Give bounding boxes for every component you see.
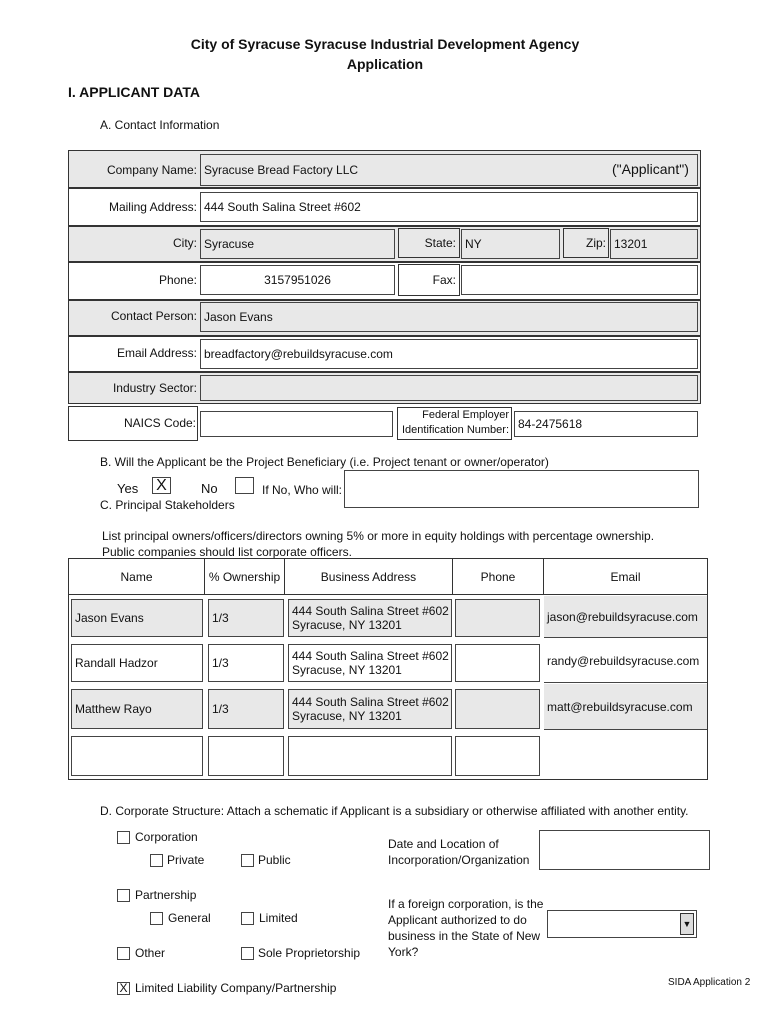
general-label: General — [168, 911, 211, 925]
row2-address-line1: 444 South Salina Street #602 — [292, 649, 449, 663]
row2-email[interactable]: randy@rebuildsyracuse.com — [544, 639, 707, 683]
col-header-address: Business Address — [285, 559, 453, 595]
naics-label: NAICS Code: — [123, 416, 196, 430]
stakeholders-note-1: List principal owners/officers/directors owning 5% or more in equity holdings with percentage ownership. — [102, 529, 655, 543]
foreign-question-line-4: York? — [388, 945, 419, 959]
private-checkbox[interactable] — [150, 854, 163, 867]
page-footer: SIDA Application 2 — [668, 977, 751, 988]
sole-proprietorship-checkbox[interactable] — [241, 947, 254, 960]
stakeholders-table — [68, 558, 708, 780]
row4-name[interactable] — [71, 736, 203, 776]
foreign-question-line-1: If a foreign corporation, is the — [388, 897, 544, 911]
corporation-label: Corporation — [135, 830, 198, 844]
row1-name[interactable]: Jason Evans — [71, 599, 203, 637]
date-location-field[interactable] — [539, 830, 710, 870]
row3-name[interactable]: Matthew Rayo — [71, 689, 203, 729]
company-name-value: Syracuse Bread Factory LLC — [204, 163, 359, 177]
applicant-tag: ("Applicant") — [612, 161, 689, 177]
row2-ownership[interactable]: 1/3 — [208, 644, 284, 682]
public-checkbox[interactable] — [241, 854, 254, 867]
row3-phone[interactable] — [455, 689, 540, 729]
date-location-label — [388, 836, 529, 868]
zip-label: Zip: — [585, 236, 606, 250]
industry-label: Industry Sector: — [112, 381, 197, 395]
row3-ownership[interactable]: 1/3 — [208, 689, 284, 729]
col-header-name: Name — [69, 559, 205, 595]
email-label: Email Address: — [116, 346, 197, 360]
mailing-field[interactable] — [200, 192, 698, 222]
email-field[interactable] — [200, 339, 698, 369]
general-checkbox[interactable] — [150, 912, 163, 925]
limited-checkbox[interactable] — [241, 912, 254, 925]
llc-checkbox[interactable] — [117, 982, 130, 995]
row1-address-line1: 444 South Salina Street #602 — [292, 604, 449, 618]
other-checkbox[interactable] — [117, 947, 130, 960]
phone-label: Phone: — [158, 273, 197, 287]
mailing-value: 444 South Salina Street #602 — [204, 200, 361, 214]
company-name-label: Company Name: — [106, 163, 197, 177]
col-header-email: Email — [544, 559, 707, 595]
contact-person-label: Contact Person: — [110, 309, 197, 323]
zip-field[interactable] — [610, 229, 698, 259]
who-label: If No, Who will: — [262, 483, 343, 497]
row4-ownership[interactable] — [208, 736, 284, 776]
fax-field[interactable] — [461, 265, 698, 295]
row4-email[interactable] — [544, 731, 707, 779]
row3-email[interactable]: matt@rebuildsyracuse.com — [544, 684, 707, 730]
industry-field[interactable] — [200, 375, 698, 401]
row1-address-line2: Syracuse, NY 13201 — [292, 618, 402, 632]
contact-person-field[interactable] — [200, 302, 698, 332]
row1-phone[interactable] — [455, 599, 540, 637]
llc-label: Limited Liability Company/Partnership — [135, 981, 337, 995]
yes-checkbox[interactable] — [152, 477, 171, 494]
section-heading: I. APPLICANT DATA — [68, 84, 200, 100]
state-value: NY — [465, 237, 482, 251]
row2-name[interactable]: Randall Hadzor — [71, 644, 203, 682]
fein-label-line-2: Identification Number: — [402, 424, 509, 436]
row2-address-line2: Syracuse, NY 13201 — [292, 663, 402, 677]
row3-address-line2: Syracuse, NY 13201 — [292, 709, 402, 723]
sole-proprietorship-label: Sole Proprietorship — [258, 946, 361, 960]
who-field[interactable] — [344, 470, 699, 508]
zip-value: 13201 — [614, 237, 648, 251]
phone-value: 3157951026 — [264, 273, 331, 287]
limited-label: Limited — [259, 911, 298, 925]
foreign-question-line-2: Applicant authorized to do — [388, 913, 527, 927]
beneficiary-question: B. Will the Applicant be the Project Beneficiary (i.e. Project tenant or owner/operator) — [100, 455, 549, 469]
date-location-label-line-2: Incorporation/Organization — [388, 853, 530, 867]
col-header-phone: Phone — [453, 559, 544, 595]
date-location-label-line-1: Date and Location of — [388, 837, 499, 851]
row4-phone[interactable] — [455, 736, 540, 776]
llc-check-mark: X — [119, 981, 128, 995]
fax-label: Fax: — [432, 273, 456, 287]
fein-value: 84-2475618 — [518, 417, 583, 431]
row2-phone[interactable] — [455, 644, 540, 682]
corporation-checkbox[interactable] — [117, 831, 130, 844]
row4-address[interactable] — [288, 736, 452, 776]
fein-label — [397, 408, 509, 438]
mailing-label: Mailing Address: — [108, 200, 197, 214]
phone-field[interactable] — [200, 265, 395, 295]
row1-email[interactable]: jason@rebuildsyracuse.com — [544, 596, 707, 638]
public-label: Public — [258, 853, 291, 867]
row1-ownership[interactable]: 1/3 — [208, 599, 284, 637]
row2-address[interactable] — [288, 644, 452, 682]
city-value: Syracuse — [204, 237, 255, 251]
chevron-down-icon[interactable]: ▼ — [680, 913, 694, 935]
no-label: No — [201, 481, 218, 496]
yes-label: Yes — [117, 481, 139, 496]
other-label: Other — [135, 946, 166, 960]
state-field[interactable] — [461, 229, 560, 259]
row3-address[interactable] — [288, 689, 452, 729]
foreign-question — [388, 896, 543, 960]
title-line-2: Application — [346, 56, 424, 72]
title-line-1: City of Syracuse Syracuse Industrial Development Agency — [190, 36, 580, 52]
partnership-label: Partnership — [135, 888, 197, 902]
fein-field[interactable] — [514, 411, 698, 437]
contact-subheading: A. Contact Information — [100, 118, 220, 132]
stakeholders-note-2: Public companies should list corporate officers. — [102, 545, 352, 559]
city-label: City: — [173, 236, 197, 250]
foreign-question-line-3: business in the State of New — [388, 929, 541, 943]
email-value: breadfactory@rebuildsyracuse.com — [204, 347, 393, 361]
contact-person-value: Jason Evans — [204, 310, 273, 324]
foreign-dropdown[interactable] — [547, 910, 697, 938]
partnership-checkbox[interactable] — [117, 889, 130, 902]
private-label: Private — [167, 853, 205, 867]
fein-label-line-1: Federal Employer — [422, 409, 509, 421]
col-header-ownership: % Ownership — [205, 559, 285, 595]
city-field[interactable] — [200, 229, 395, 259]
stakeholders-heading: C. Principal Stakeholders — [100, 498, 235, 512]
row1-address[interactable] — [288, 599, 452, 637]
no-checkbox[interactable] — [235, 477, 254, 494]
structure-heading: D. Corporate Structure: Attach a schematic if Applicant is a subsidiary or otherwise affiliated with another entity. — [100, 804, 689, 818]
naics-field[interactable] — [200, 411, 393, 437]
page-title — [0, 34, 770, 74]
state-label: State: — [424, 236, 456, 250]
row3-address-line1: 444 South Salina Street #602 — [292, 695, 449, 709]
yes-check-mark: X — [156, 477, 167, 494]
